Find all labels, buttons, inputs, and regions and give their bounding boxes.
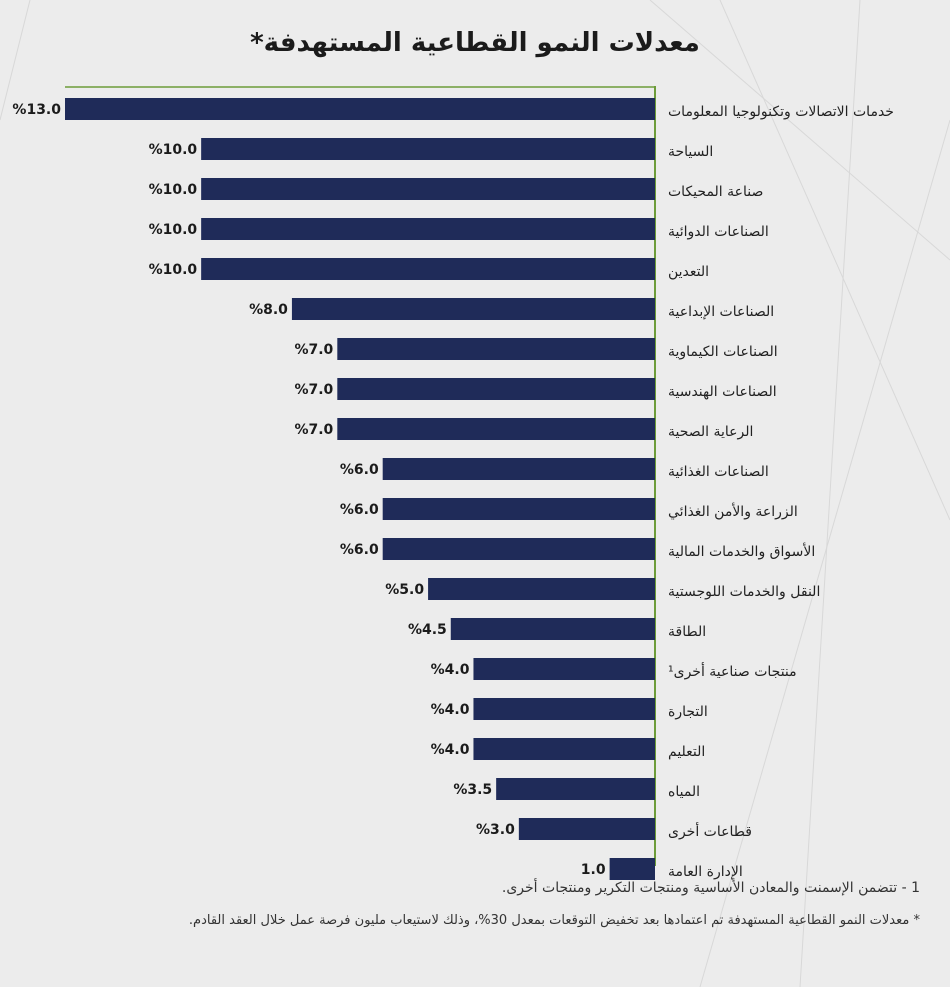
category-label-6: الصناعات الكيماوية — [668, 344, 778, 360]
category-label-9: الصناعات الغذائية — [668, 464, 769, 480]
category-label-13: الطاقة — [668, 624, 707, 640]
bar-18 — [519, 818, 655, 840]
bar-5 — [292, 298, 655, 320]
category-label-7: الصناعات الهندسية — [668, 384, 777, 400]
footnote-1: 1 - تتضمن الإسمنت والمعادن الأساسية ومنتجات التكرير ومنتجات أخرى. — [501, 880, 920, 896]
value-label-12: %5.0 — [385, 582, 425, 598]
value-label-16: %4.0 — [430, 742, 470, 758]
category-label-14: منتجات صناعية أخرى¹ — [668, 664, 797, 680]
category-label-1: السياحة — [668, 144, 714, 160]
category-label-10: الزراعة والأمن الغذائي — [668, 504, 798, 520]
value-label-0: %13.0 — [12, 102, 61, 118]
bar-11 — [383, 538, 655, 560]
chart-title: معدلات النمو القطاعية المستهدفة* — [250, 28, 700, 58]
bar-12 — [428, 578, 655, 600]
category-label-18: قطاعات أخرى — [668, 824, 752, 840]
value-label-5: %8.0 — [249, 302, 288, 318]
category-label-17: المياه — [668, 784, 701, 800]
value-label-6: %7.0 — [294, 342, 334, 358]
value-label-10: %6.0 — [339, 502, 379, 518]
value-label-15: %4.0 — [430, 702, 470, 718]
category-label-0: خدمات الاتصالات وتكنولوجيا المعلومات — [668, 104, 894, 120]
category-label-5: الصناعات الإبداعية — [668, 304, 775, 320]
footnotes — [20, 880, 920, 932]
value-label-2: %10.0 — [148, 182, 198, 198]
bar-1 — [201, 138, 655, 160]
bar-2 — [201, 178, 655, 200]
value-label-11: %6.0 — [339, 542, 379, 558]
category-label-8: الرعاية الصحية — [668, 424, 754, 440]
category-label-16: التعليم — [668, 744, 706, 760]
value-label-7: %7.0 — [294, 382, 334, 398]
value-label-4: %10.0 — [148, 262, 198, 278]
bar-9 — [383, 458, 655, 480]
value-label-18: %3.0 — [476, 822, 515, 838]
bar-19 — [610, 858, 655, 880]
bar-17 — [496, 778, 655, 800]
bar-0 — [65, 98, 655, 120]
value-label-1: %10.0 — [148, 142, 198, 158]
value-label-19: 1.0 — [580, 862, 606, 878]
bar-4 — [201, 258, 655, 280]
value-label-13: %4.5 — [407, 622, 447, 638]
bar-13 — [451, 618, 655, 640]
category-label-11: الأسواق والخدمات المالية — [668, 544, 816, 560]
bar-3 — [201, 218, 655, 240]
category-label-2: صناعة المحيكات — [668, 184, 764, 200]
category-label-4: التعدين — [668, 264, 710, 280]
category-label-3: الصناعات الدوائية — [668, 224, 769, 240]
category-label-12: النقل والخدمات اللوجستية — [668, 584, 821, 600]
bar-8 — [337, 418, 655, 440]
value-label-8: %7.0 — [294, 422, 334, 438]
value-label-14: %4.0 — [430, 662, 470, 678]
bar-6 — [337, 338, 655, 360]
value-label-9: %6.0 — [339, 462, 379, 478]
footnote-2: * معدلات النمو القطاعية المستهدفة تم اعتمادها بعد تخفيض التوقعات بمعدل 30%، وذلك لاستيعاب مليون فرصة عمل خلال العقد القادم. — [188, 913, 920, 928]
bar-14 — [473, 658, 655, 680]
category-label-15: التجارة — [668, 704, 708, 720]
value-label-3: %10.0 — [148, 222, 198, 238]
bar-10 — [383, 498, 655, 520]
value-label-17: %3.5 — [453, 782, 493, 798]
bar-16 — [473, 738, 655, 760]
category-label-19: الإدارة العامة — [668, 864, 743, 880]
bar-15 — [473, 698, 655, 720]
bar-7 — [337, 378, 655, 400]
